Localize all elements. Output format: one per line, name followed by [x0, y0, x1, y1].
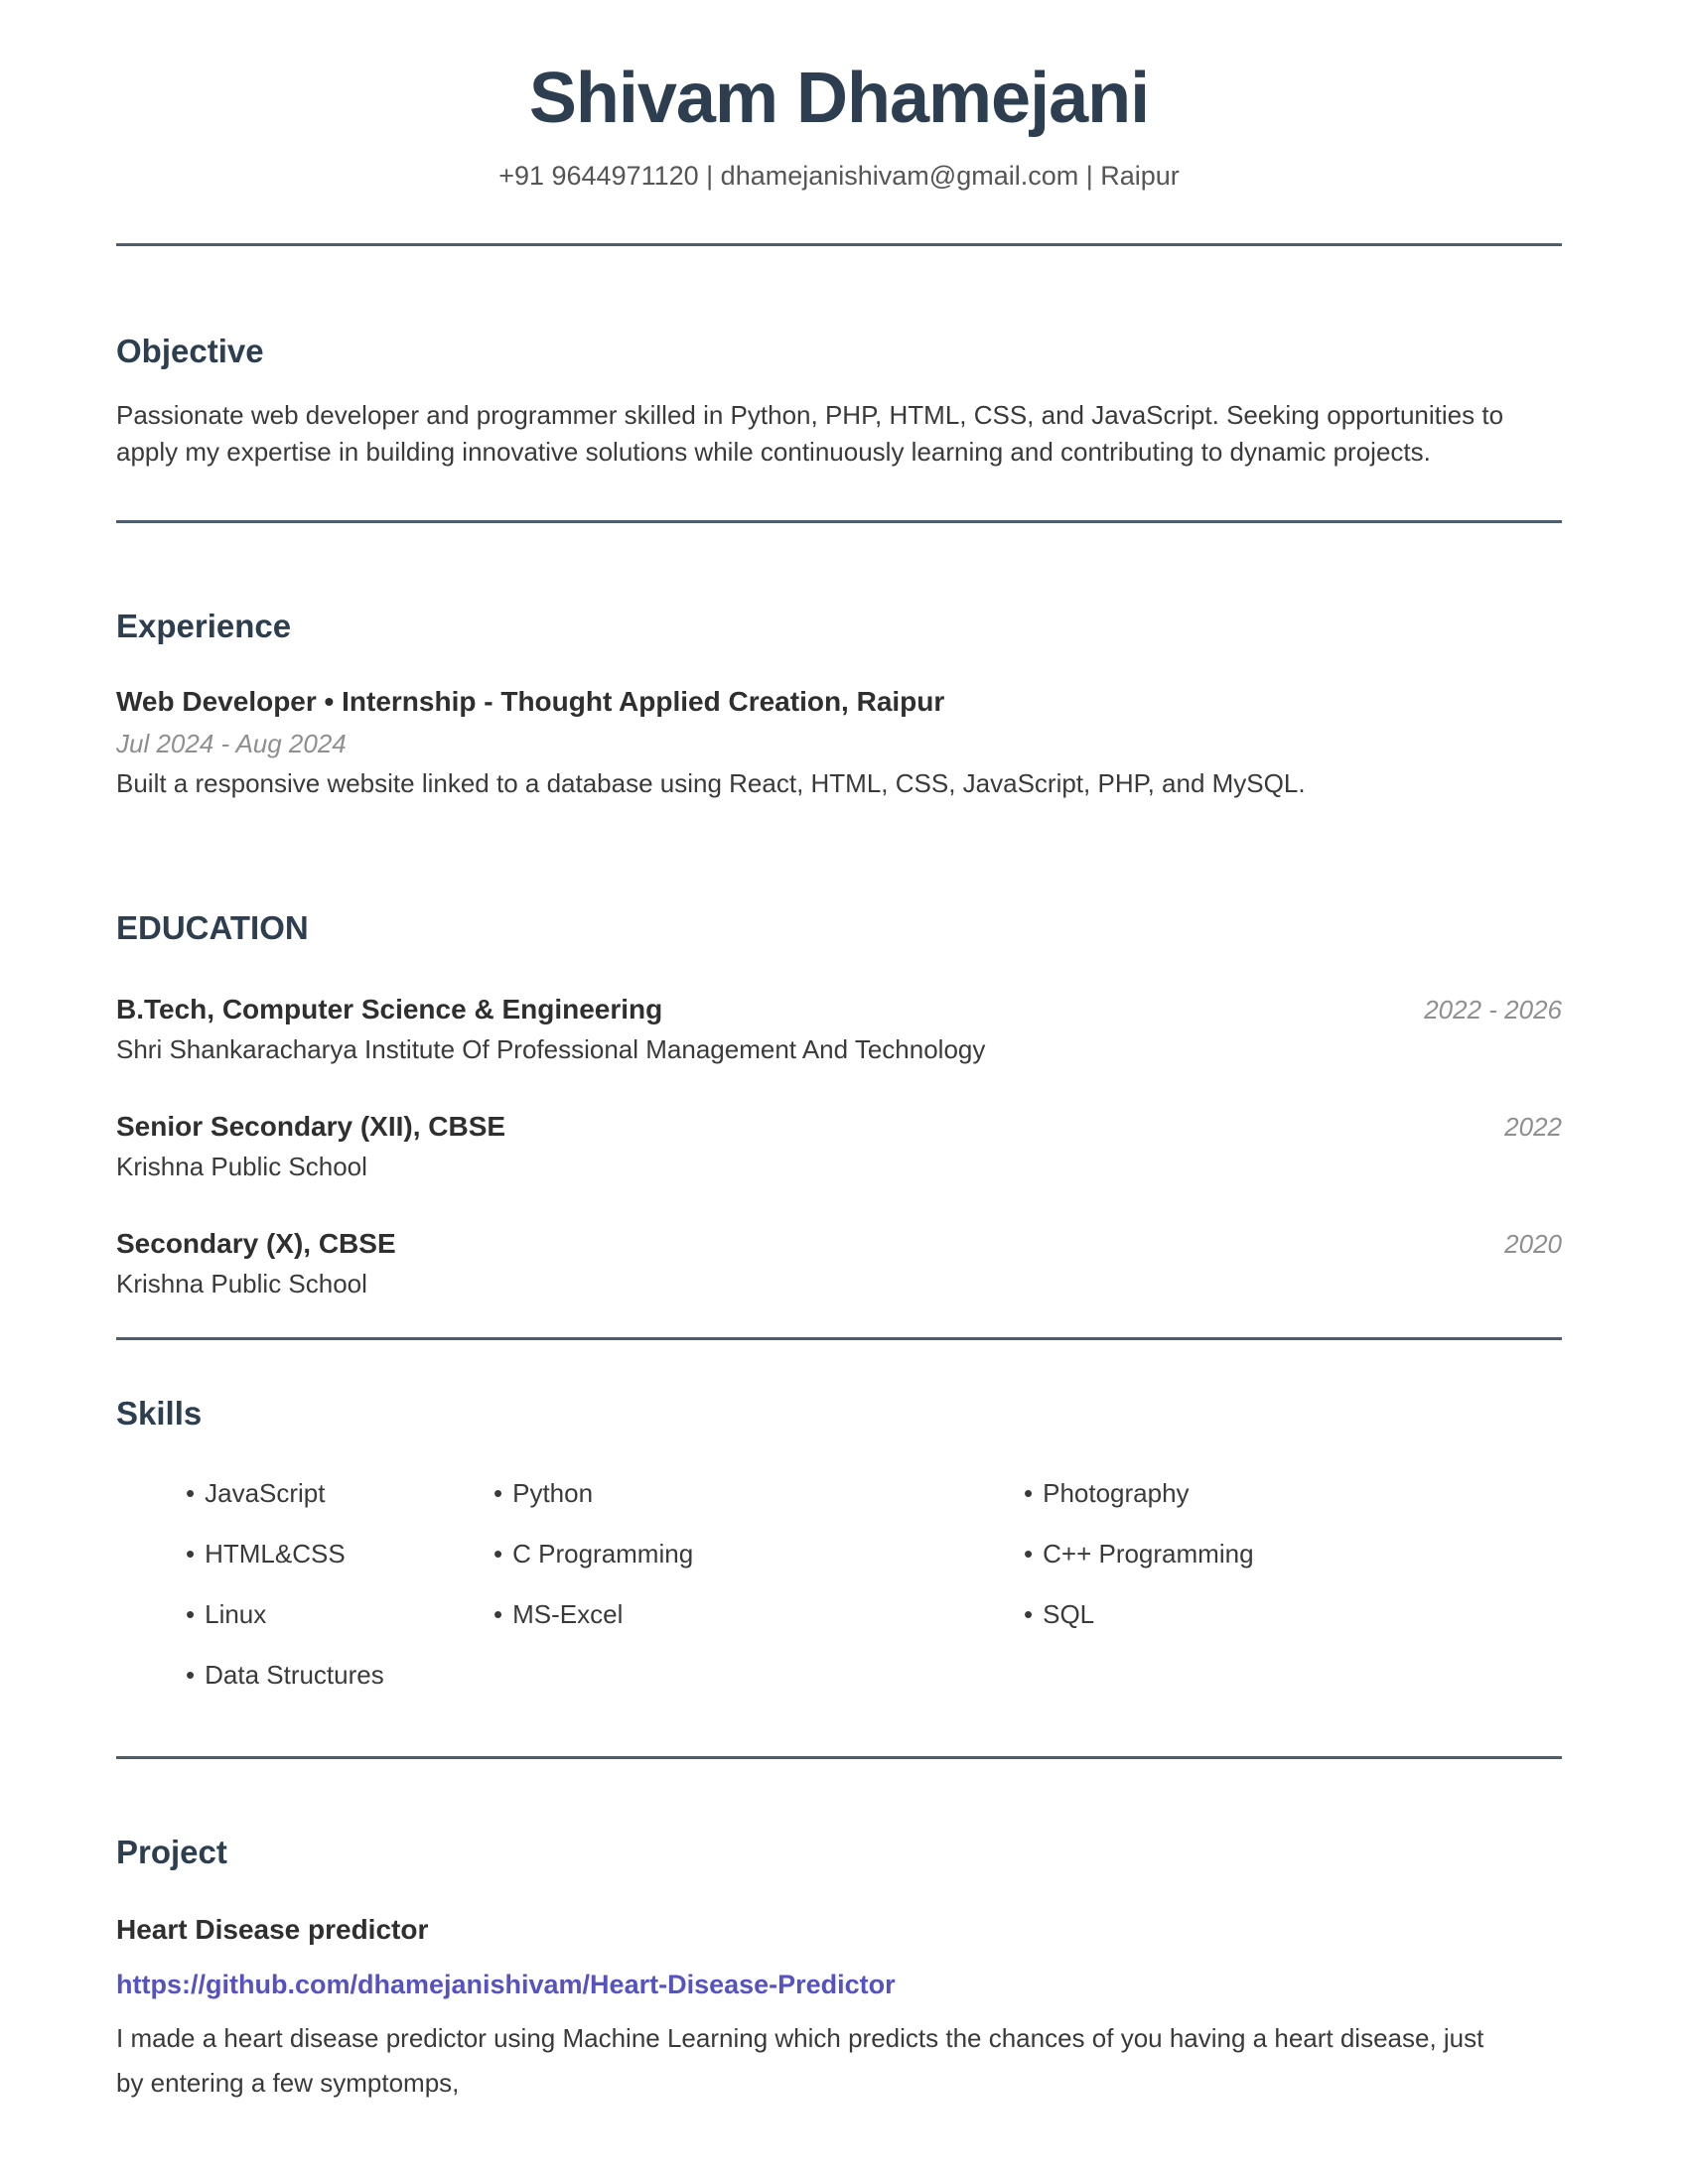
bullet-icon: • [186, 1538, 196, 1569]
education-heading: EDUCATION [116, 909, 309, 946]
section-divider [116, 520, 1562, 523]
project-section [116, 1835, 1562, 2106]
bullet-icon: • [1024, 1538, 1034, 1569]
bullet-icon: • [186, 1598, 196, 1629]
skill-label: C++ Programming [1043, 1538, 1254, 1569]
skill-label: JavaScript [205, 1477, 326, 1508]
skills-section [116, 1396, 1562, 1690]
section-divider [116, 1756, 1562, 1759]
experience-heading: Experience [116, 607, 292, 644]
skill-item [186, 1660, 493, 1691]
project-description: I made a heart disease predictor using Machine Learning which predicts the chances of you having a heart disease, just by entering a few symptomps, [116, 2022, 1484, 2098]
skills-grid [116, 1478, 1562, 1691]
institution-name: Shri Shankaracharya Institute Of Professional Management And Technology [116, 1034, 986, 1065]
project-heading: Project [116, 1833, 227, 1870]
bullet-icon: • [493, 1477, 503, 1508]
project-name: Heart Disease predictor [116, 1913, 429, 1945]
education-section [116, 910, 1562, 1299]
education-entry [116, 1228, 1562, 1299]
skill-label: HTML&CSS [205, 1538, 346, 1569]
education-entry [116, 994, 1562, 1065]
skill-item [1024, 1539, 1562, 1570]
skill-item [186, 1539, 493, 1570]
skill-item [186, 1478, 493, 1509]
skill-item [493, 1599, 1024, 1630]
bullet-icon: • [1024, 1598, 1034, 1629]
objective-heading: Objective [116, 332, 264, 369]
section-divider [116, 1337, 1562, 1340]
degree-dates: 2022 - 2026 [1424, 995, 1562, 1025]
objective-text: Passionate web developer and programmer skilled in Python, PHP, HTML, CSS, and JavaScript. Seeking opportunities to apply my expertise in building innovative solutions while continuously learning and contributing to dynamic projects. [116, 399, 1504, 467]
skills-heading: Skills [116, 1395, 203, 1433]
skill-label: MS-Excel [512, 1598, 624, 1629]
experience-section [116, 609, 1562, 799]
education-entry [116, 1111, 1562, 1182]
degree-dates: 2020 [1504, 1229, 1562, 1260]
degree-title: B.Tech, Computer Science & Engineering [116, 994, 663, 1025]
skill-item [1024, 1478, 1562, 1509]
candidate-name: Shivam Dhamejani [528, 59, 1150, 138]
skill-item [493, 1539, 1024, 1570]
job-description: Built a responsive website linked to a database using React, HTML, CSS, JavaScript, PHP, and MySQL. [116, 768, 1306, 798]
degree-title: Secondary (X), CBSE [116, 1228, 396, 1260]
skill-item [1024, 1599, 1562, 1630]
contact-info: +91 9644971120 | dhamejanishivam@gmail.com | Raipur [498, 160, 1180, 191]
institution-name: Krishna Public School [116, 1152, 367, 1182]
bullet-icon: • [186, 1659, 196, 1690]
bullet-icon: • [493, 1598, 503, 1629]
skill-item [186, 1599, 493, 1630]
institution-name: Krishna Public School [116, 1269, 367, 1299]
degree-dates: 2022 [1504, 1112, 1562, 1143]
skill-label: Linux [205, 1598, 267, 1629]
bullet-icon: • [1024, 1477, 1034, 1508]
skill-label: Python [512, 1477, 594, 1508]
section-divider [116, 243, 1562, 246]
resume-header [116, 59, 1562, 192]
objective-section [116, 334, 1562, 471]
skill-item [493, 1478, 1024, 1509]
experience-entry [116, 686, 1562, 799]
job-dates: Jul 2024 - Aug 2024 [116, 729, 347, 758]
skill-label: Photography [1043, 1477, 1190, 1508]
skill-label: SQL [1043, 1598, 1095, 1629]
bullet-icon: • [186, 1477, 196, 1508]
degree-title: Senior Secondary (XII), CBSE [116, 1111, 506, 1143]
job-title: Web Developer • Internship - Thought Applied Creation, Raipur [116, 686, 945, 717]
bullet-icon: • [493, 1538, 503, 1569]
skill-label: C Programming [512, 1538, 694, 1569]
project-github-link[interactable]: https://github.com/dhamejanishivam/Heart-Disease-Predictor [116, 1969, 896, 1999]
skill-label: Data Structures [205, 1659, 384, 1690]
